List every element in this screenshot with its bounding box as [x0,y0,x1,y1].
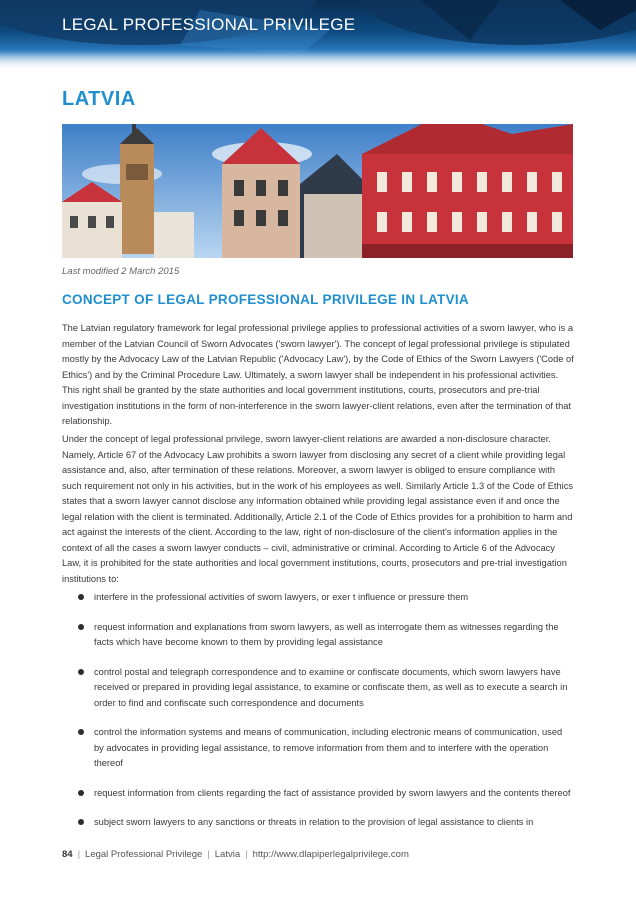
section-heading: CONCEPT OF LEGAL PROFESSIONAL PRIVILEGE IN LATVIA [62,292,469,307]
bullet-item [78,815,574,831]
last-modified-date: Last modified 2 March 2015 [62,266,180,277]
bullet-dot-icon [78,594,84,600]
hero-image [62,124,573,258]
bullet-text: control postal and telegraph correspondence and to examine or confiscate documents, which sworn lawyers have received or prepared in providing legal assistance, to examine or confiscate them, as well as to execute a search in order to find and confiscate such correspondence and documents [94,666,568,708]
footer-separator: | [245,849,248,860]
page-footer [62,849,409,860]
footer-url-link[interactable]: http://www.dlapiperlegalprivilege.com [252,849,409,860]
bullet-item [78,725,574,772]
header-title: LEGAL PROFESSIONAL PRIVILEGE [62,15,356,34]
footer-separator: | [77,849,81,860]
bullet-item [78,590,574,606]
bullet-dot-icon [78,624,84,630]
bullet-text: interfere in the professional activities of sworn lawyers, or exer t influence or pressure them [94,592,469,602]
bullet-dot-icon [78,669,84,675]
body-paragraph: The Latvian regulatory framework for legal professional privilege applies to professional activities of a sworn lawyer, who is a member of the Latvian Council of Sworn Advocates ('sworn lawyer'). The concept of legal professional privilege is stipulated mostly by the Advocacy Law of the Latvian Republic ('Advocacy Law'), by the Code of Ethics of the Sworn Lawyers ('Code of Ethics') and by the Criminal Procedure Law. Ultimately, a sworn lawyer shall be independent in his professional activities. This right shall be granted by the state authorities and local government institutions, courts, prosecutors and pre-trial investigation institutions in the form of non-interference in the sworn lawyer-client relations, even after the termination of that relationship. [62,323,574,426]
bullet-text: request information and explanations from sworn lawyers, as well as interrogate them as witnesses regarding the facts which have become known to them by providing legal assistance [94,621,559,647]
bullet-item [78,620,574,651]
bullet-text: subject sworn lawyers to any sanctions or threats in relation to the provision of legal assistance to clients in [94,817,534,827]
footer-country: Latvia [214,849,241,860]
bullet-text: control the information systems and means of communication, including electronic means of communication, used by advocates in providing legal assistance, to remove information from them and to interfere with the operation thereof [94,727,563,768]
bullet-dot-icon [78,819,84,825]
body-paragraph: Under the concept of legal professional privilege, sworn lawyer-client relations are awarded a non-disclosure character. Namely, Article 67 of the Advocacy Law prohibits a sworn lawyer from disclosing any secret of a client while providing legal assistance and, also, after termination of these relations. Moreover, a sworn lawyer is obliged to ensure compliance with such requirement not only in his activities, but in the work of his employees as well. Similarly Article 1.3 of the Code of Ethics states that a sworn lawyer cannot disclose any information obtained while providing legal assistance even if and once the legal relation with the client is terminated. Additionally, Article 2.1 of the Code of Ethics provides for a prohibition to harm and act against the interests of the client. According to the law, right of non-disclosure of the client's information applies in the context of all the cases a sworn lawyer conducts – civil, administrative or criminal. According to Article 6 of the Advocacy Law, it is prohibited for the state authorities and local government institutions, courts, prosecutors and pre-trial investigation institutions to: [62,434,574,584]
bullet-list [78,590,574,845]
bullet-text: request information from clients regarding the fact of assistance provided by sworn lawyers and the contents thereof [94,787,571,798]
bullet-item [78,665,574,712]
country-title: LATVIA [62,88,136,110]
header-banner [0,0,636,70]
bullet-dot-icon [78,790,84,796]
page-number: 84 [62,849,73,860]
footer-separator: | [207,849,210,860]
bullet-dot-icon [78,729,84,735]
banner-background [0,0,636,70]
bullet-item [78,786,574,802]
footer-publication: Legal Professional Privilege [85,849,203,860]
